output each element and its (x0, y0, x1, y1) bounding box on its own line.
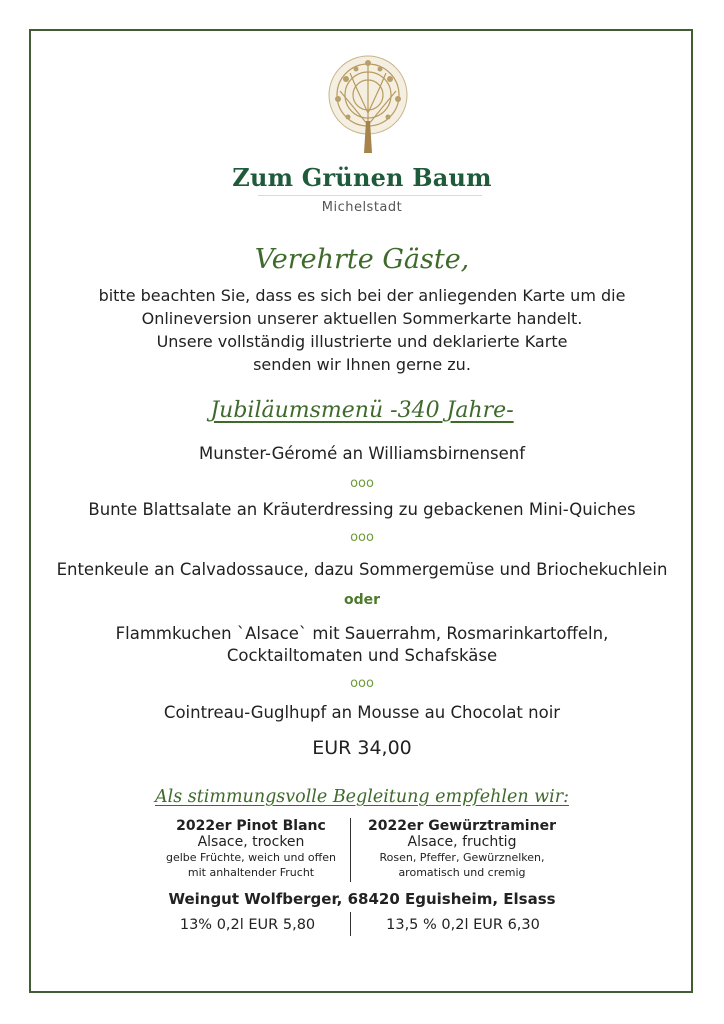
menu-course: Bunte Blattsalate an Kräuterdressing zu gebackenen Mini-Quiches (88, 500, 636, 519)
brand-divider (258, 195, 482, 196)
wine-card (155, 818, 347, 880)
intro-line: Onlineversion unserer aktuellen Sommerkarte handelt. (141, 309, 583, 328)
intro-line: Unsere vollständig illustrierte und deklarierte Karte (156, 332, 568, 351)
intro-line: bitte beachten Sie, dass es sich bei der anliegenden Karte um die (98, 286, 626, 305)
brand-name: Zum Grünen Baum (232, 163, 492, 192)
wine-description: aromatisch und cremig (398, 866, 526, 879)
winery: Weingut Wolfberger, 68420 Eguisheim, Elsass (168, 890, 556, 908)
menu-price: EUR 34,00 (312, 737, 412, 759)
intro-text (0, 284, 724, 376)
wine-description: gelbe Früchte, weich und offen (166, 851, 336, 864)
brand-city: Michelstadt (321, 200, 403, 215)
wine-price: 13% 0,2l EUR 5,80 (179, 917, 316, 933)
course-alternative: oder (343, 592, 381, 608)
menu-course: Entenkeule an Calvadossauce, dazu Sommergemüse und Briochekuchlein (56, 560, 668, 579)
wine-region: Alsace, trocken (197, 834, 305, 850)
wine-description: mit anhaltender Frucht (187, 866, 315, 879)
menu-course-alt: Flammkuchen `Alsace` mit Sauerrahm, Rosmarinkartoffeln, (115, 624, 609, 643)
tree-logo-icon (326, 55, 410, 160)
wine-name: 2022er Pinot Blanc (176, 818, 326, 834)
wine-description: Rosen, Pfeffer, Gewürznelken, (379, 851, 545, 864)
wine-price: 13,5 % 0,2l EUR 6,30 (386, 917, 540, 933)
menu-course-alt: Cocktailtomaten und Schafskäse (226, 646, 498, 665)
wine-name: 2022er Gewürztraminer (368, 818, 556, 834)
wine-card (356, 818, 568, 880)
menu-title: Jubiläumsmenü -340 Jahre- (210, 398, 514, 423)
wine-region: Alsace, fruchtig (407, 834, 517, 850)
wine-divider (350, 818, 351, 882)
pairing-title: Als stimmungsvolle Begleitung empfehlen wir: (154, 787, 570, 807)
menu-dessert: Cointreau-Guglhupf an Mousse au Chocolat noir (163, 703, 561, 722)
course-separator: ooo (350, 476, 374, 491)
course-separator: ooo (350, 530, 374, 545)
wine-divider (350, 912, 351, 936)
intro-line: senden wir Ihnen gerne zu. (253, 355, 471, 374)
greeting: Verehrte Gäste, (254, 244, 470, 275)
course-separator: ooo (350, 676, 374, 691)
menu-course: Munster-Géromé an Williamsbirnensenf (198, 444, 526, 463)
